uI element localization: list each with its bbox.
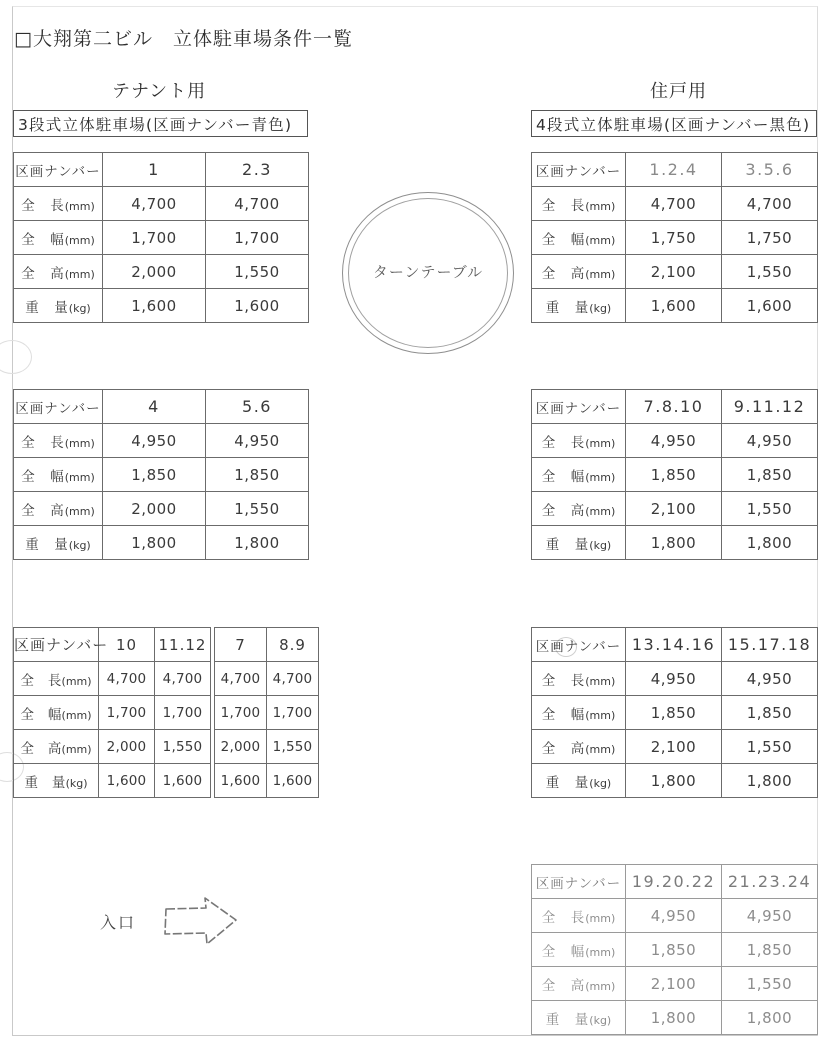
cell-value: 1,800	[626, 526, 722, 560]
cell-value: 2,000	[103, 255, 206, 289]
cell-value: 1,800	[626, 1001, 722, 1035]
row-label-height: 全 高(mm)	[532, 492, 626, 526]
cell-value: 1,850	[206, 458, 309, 492]
cell-value: 4,950	[103, 424, 206, 458]
spec-table-tenant-3a	[13, 627, 211, 798]
cell-value: 1,850	[626, 933, 722, 967]
scan-artifact	[0, 340, 32, 374]
col-header: 2.3	[206, 153, 309, 187]
row-label-width: 全 幅(mm)	[532, 933, 626, 967]
cell-value: 1,700	[206, 221, 309, 255]
table-row-width	[215, 696, 319, 730]
cell-value: 2,100	[626, 255, 722, 289]
cell-value: 4,950	[722, 899, 818, 933]
table-row-length	[14, 187, 309, 221]
table-row-number	[14, 390, 309, 424]
cell-value: 2,100	[626, 492, 722, 526]
col-header: 9.11.12	[722, 390, 818, 424]
spec-table-resident-1	[531, 152, 818, 323]
row-label-width: 全 幅(mm)	[532, 458, 626, 492]
spec-table-resident-3	[531, 627, 818, 798]
table-row-weight	[14, 526, 309, 560]
turntable-diagram	[342, 192, 514, 354]
table-row-width	[14, 696, 211, 730]
row-label-height: 全 高(mm)	[532, 255, 626, 289]
cell-value: 2,100	[626, 967, 722, 1001]
row-label-height: 全 高(mm)	[14, 255, 103, 289]
table-row-weight	[532, 764, 818, 798]
col-header: 11.12	[155, 628, 211, 662]
table-row-length	[215, 662, 319, 696]
row-label-weight: 重 量(kg)	[532, 526, 626, 560]
col-header: 3.5.6	[722, 153, 818, 187]
cell-value: 1,800	[206, 526, 309, 560]
col-header: 8.9	[267, 628, 319, 662]
entrance-label: 入口	[100, 912, 137, 932]
table-row-weight	[215, 764, 319, 798]
row-label-weight: 重 量(kg)	[14, 526, 103, 560]
spec-table-tenant-1	[13, 152, 309, 323]
cell-value: 1,850	[722, 933, 818, 967]
cell-value: 1,550	[206, 492, 309, 526]
row-label-length: 全 長(mm)	[532, 899, 626, 933]
col-header: 13.14.16	[626, 628, 722, 662]
row-label-length: 全 長(mm)	[14, 187, 103, 221]
table-row-number	[532, 865, 818, 899]
cell-value: 2,000	[215, 730, 267, 764]
row-label-weight: 重 量(kg)	[14, 289, 103, 323]
table-row-width	[532, 933, 818, 967]
row-label-number: 区画ナンバー	[532, 153, 626, 187]
col-header: 5.6	[206, 390, 309, 424]
cell-value: 4,950	[206, 424, 309, 458]
cell-value: 1,600	[155, 764, 211, 798]
table-row-height	[532, 255, 818, 289]
row-label-width: 全 幅(mm)	[14, 458, 103, 492]
row-label-width: 全 幅(mm)	[14, 221, 103, 255]
row-label-number: 区画ナンバー	[14, 628, 99, 662]
cell-value: 1,700	[267, 696, 319, 730]
table-row-height	[14, 255, 309, 289]
row-label-weight: 重 量(kg)	[532, 1001, 626, 1035]
cell-value: 1,700	[103, 221, 206, 255]
row-label-length: 全 長(mm)	[532, 424, 626, 458]
row-label-number: 区画ナンバー	[532, 865, 626, 899]
col-header: 4	[103, 390, 206, 424]
cell-value: 1,600	[206, 289, 309, 323]
cell-value: 1,550	[722, 967, 818, 1001]
cell-value: 1,550	[206, 255, 309, 289]
cell-value: 4,950	[722, 424, 818, 458]
turntable-label: ターンテーブル	[372, 263, 484, 281]
cell-value: 1,600	[626, 289, 722, 323]
table-row-length	[532, 424, 818, 458]
table-row-number	[532, 153, 818, 187]
cell-value: 2,100	[626, 730, 722, 764]
table-row-height	[215, 730, 319, 764]
cell-value: 4,700	[99, 662, 155, 696]
cell-value: 1,700	[155, 696, 211, 730]
cell-value: 4,700	[103, 187, 206, 221]
row-label-height: 全 高(mm)	[532, 967, 626, 1001]
row-label-number: 区画ナンバー	[532, 390, 626, 424]
col-header: 1.2.4	[626, 153, 722, 187]
table-row-weight	[532, 1001, 818, 1035]
cell-value: 1,850	[626, 696, 722, 730]
cell-value: 2,000	[99, 730, 155, 764]
cell-value: 1,550	[722, 730, 818, 764]
row-label-height: 全 高(mm)	[532, 730, 626, 764]
cell-value: 1,800	[722, 526, 818, 560]
cell-value: 1,850	[722, 696, 818, 730]
spec-table-resident-2	[531, 389, 818, 560]
row-label-height: 全 高(mm)	[14, 730, 99, 764]
cell-value: 4,700	[722, 187, 818, 221]
table-row-weight	[14, 764, 211, 798]
cell-value: 1,600	[267, 764, 319, 798]
table-row-length	[532, 187, 818, 221]
table-row-length	[532, 899, 818, 933]
row-label-width: 全 幅(mm)	[14, 696, 99, 730]
table-row-weight	[532, 526, 818, 560]
section-heading-tenant: テナント用	[112, 81, 207, 102]
table-row-height	[532, 492, 818, 526]
cell-value: 1,850	[722, 458, 818, 492]
entrance-marker	[100, 895, 240, 947]
cell-value: 4,700	[206, 187, 309, 221]
cell-value: 1,600	[215, 764, 267, 798]
table-row-number	[215, 628, 319, 662]
spec-table-resident-4	[531, 864, 818, 1035]
parking-type-tenant: 3段式立体駐車場(区画ナンバー青色)	[13, 110, 308, 137]
cell-value: 2,000	[103, 492, 206, 526]
cell-value: 4,950	[626, 662, 722, 696]
section-heading-residential: 住戸用	[650, 81, 707, 102]
cell-value: 1,850	[103, 458, 206, 492]
col-header: 7.8.10	[626, 390, 722, 424]
table-row-number	[532, 390, 818, 424]
cell-value: 4,700	[155, 662, 211, 696]
row-label-width: 全 幅(mm)	[532, 221, 626, 255]
cell-value: 1,750	[722, 221, 818, 255]
table-row-weight	[532, 289, 818, 323]
row-label-weight: 重 量(kg)	[532, 289, 626, 323]
cell-value: 1,600	[722, 289, 818, 323]
cell-value: 4,700	[267, 662, 319, 696]
col-header: 15.17.18	[722, 628, 818, 662]
row-label-weight: 重 量(kg)	[14, 764, 99, 798]
table-row-length	[14, 424, 309, 458]
cell-value: 1,800	[626, 764, 722, 798]
row-label-length: 全 長(mm)	[532, 662, 626, 696]
row-label-length: 全 長(mm)	[14, 424, 103, 458]
table-row-number	[532, 628, 818, 662]
cell-value: 1,550	[722, 255, 818, 289]
table-row-width	[532, 221, 818, 255]
cell-value: 1,800	[103, 526, 206, 560]
cell-value: 1,800	[722, 1001, 818, 1035]
table-row-weight	[14, 289, 309, 323]
cell-value: 4,700	[215, 662, 267, 696]
col-header: 1	[103, 153, 206, 187]
row-label-weight: 重 量(kg)	[532, 764, 626, 798]
table-row-number	[14, 153, 309, 187]
table-row-number	[14, 628, 211, 662]
cell-value: 4,950	[626, 424, 722, 458]
row-label-number: 区画ナンバー	[14, 390, 103, 424]
cell-value: 1,700	[215, 696, 267, 730]
table-row-length	[14, 662, 211, 696]
cell-value: 1,600	[99, 764, 155, 798]
cell-value: 4,950	[626, 899, 722, 933]
table-row-width	[14, 221, 309, 255]
cell-value: 4,950	[722, 662, 818, 696]
right-arrow-icon	[162, 895, 240, 947]
cell-value: 1,750	[626, 221, 722, 255]
row-label-number: 区画ナンバー	[14, 153, 103, 187]
row-label-length: 全 長(mm)	[532, 187, 626, 221]
row-label-number: 区画ナンバー	[532, 628, 626, 662]
table-row-width	[532, 696, 818, 730]
cell-value: 1,800	[722, 764, 818, 798]
table-row-height	[532, 730, 818, 764]
cell-value: 4,700	[626, 187, 722, 221]
cell-value: 1,700	[99, 696, 155, 730]
col-header: 10	[99, 628, 155, 662]
spec-table-tenant-3b	[214, 627, 319, 798]
table-row-width	[14, 458, 309, 492]
row-label-length: 全 長(mm)	[14, 662, 99, 696]
col-header: 19.20.22	[626, 865, 722, 899]
cell-value: 1,550	[267, 730, 319, 764]
row-label-height: 全 高(mm)	[14, 492, 103, 526]
col-header: 21.23.24	[722, 865, 818, 899]
parking-type-residential: 4段式立体駐車場(区画ナンバー黒色)	[531, 110, 817, 137]
cell-value: 1,850	[626, 458, 722, 492]
spec-table-tenant-2	[13, 389, 309, 560]
row-label-width: 全 幅(mm)	[532, 696, 626, 730]
page-title: □大翔第二ビル 立体駐車場条件一覧	[14, 28, 353, 50]
cell-value: 1,550	[722, 492, 818, 526]
table-row-length	[532, 662, 818, 696]
col-header: 7	[215, 628, 267, 662]
table-row-width	[532, 458, 818, 492]
cell-value: 1,600	[103, 289, 206, 323]
table-row-height	[14, 492, 309, 526]
table-row-height	[14, 730, 211, 764]
cell-value: 1,550	[155, 730, 211, 764]
table-row-height	[532, 967, 818, 1001]
